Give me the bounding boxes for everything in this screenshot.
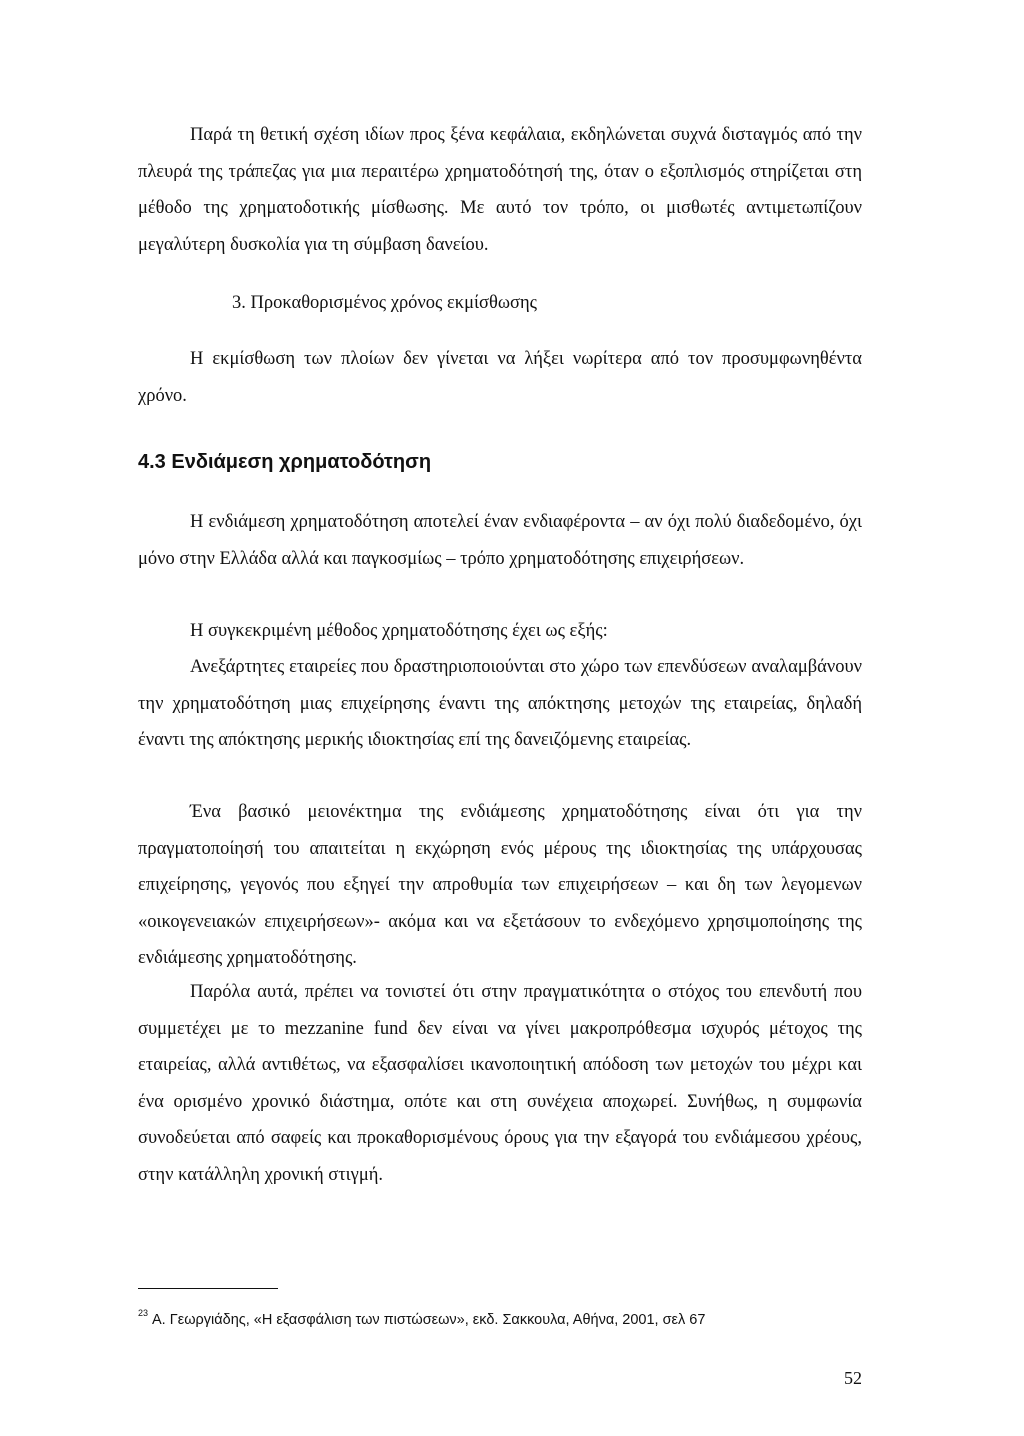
footnote-text: Α. Γεωργιάδης, «Η εξασφάλιση των πιστώσεων», εκδ. Σακκουλα, Αθήνα, 2001, σελ 67	[152, 1312, 706, 1328]
section-heading: 4.3 Ενδιάμεση χρηματοδότηση	[138, 451, 432, 473]
paragraph-bank-hesitation: Παρά τη θετική σχέση ιδίων προς ξένα κεφάλαια, εκδηλώνεται συχνά δισταγμός από την πλευρά της τράπεζας για μια περαιτέρω χρηματοδότησή της, όταν ο εξοπλισμός στηρίζεται στη μέθοδο της χρηματοδοτικής μίσθωσης. Με αυτό τον τρόπο, οι μισθωτές αντιμετωπίζουν μεγαλύτερη δυσκολία για τη σύμβαση δανείου.	[138, 125, 862, 255]
paragraph-disadvantage: Ένα βασικό μειονέκτημα της ενδιάμεσης χρηματοδότησης είναι ότι για την πραγματοποίησή του απαιτείται η εκχώρηση ενός μέρους της ιδιοκτησίας της υπάρχουσας επιχείρησης, γεγονός που εξηγεί την απροθυμία των επιχειρήσεων – και δη των λεγομενων «οικογενειακών επιχειρήσεων»- ακόμα και να εξετάσουν το ενδεχόμενο χρησιμοποίησης της ενδιάμεσης χρηματοδότησης.	[138, 802, 862, 968]
paragraph-investor-goal: Παρόλα αυτά, πρέπει να τονιστεί ότι στην πραγματικότητα ο στόχος του επενδυτή που συμμετέχει με το mezzanine fund δεν είναι να γίνει μακροπρόθεσμα ισχυρός μέτοχος της εταιρείας, αλλά αντιθέτως, να εξασφαλίσει ικανοποιητική απόδοση των μετοχών του μέχρι και ένα ορισμένο χρονικό διάστημα, οπότε και στη συνέχεια αποχωρεί. Συνήθως, η συμφωνία συνοδεύεται από σαφείς και προκαθορισμένους όρους για την εξαγορά του ενδιάμεσου χρέους, στην κατάλληλη χρονική στιγμή.	[138, 982, 862, 1185]
paragraph-lease-term: Η εκμίσθωση των πλοίων δεν γίνεται να λήξει νωρίτερα από τον προσυμφωνηθέντα χρόνο.	[138, 349, 862, 406]
footnote-divider	[138, 1288, 278, 1289]
list-item-fixed-lease-term: 3. Προκαθορισμένος χρόνος εκμίσθωσης	[232, 293, 537, 313]
footnote-marker: 23	[138, 1308, 149, 1318]
paragraph-intermediate-financing-intro: Η ενδιάμεση χρηματοδότηση αποτελεί έναν ενδιαφέροντα – αν όχι πολύ διαδεδομένο, όχι μόνο στην Ελλάδα αλλά και παγκοσμίως – τρόπο χρηματοδότησης επιχειρήσεων.	[138, 512, 862, 569]
paragraph-method-intro: Η συγκεκριμένη μέθοδος χρηματοδότησης έχει ως εξής:	[190, 621, 608, 641]
paragraph-method-description: Ανεξάρτητες εταιρείες που δραστηριοποιούνται στο χώρο των επενδύσεων αναλαμβάνουν την χρηματοδότηση μιας επιχείρησης έναντι της απόκτησης μετοχών της εταιρείας, δηλαδή έναντι της απόκτησης μερικής ιδιοκτησίας επί της δανειζόμενης εταιρείας.	[138, 657, 862, 750]
page-number: 52	[844, 1368, 862, 1388]
footnote	[138, 1302, 705, 1331]
